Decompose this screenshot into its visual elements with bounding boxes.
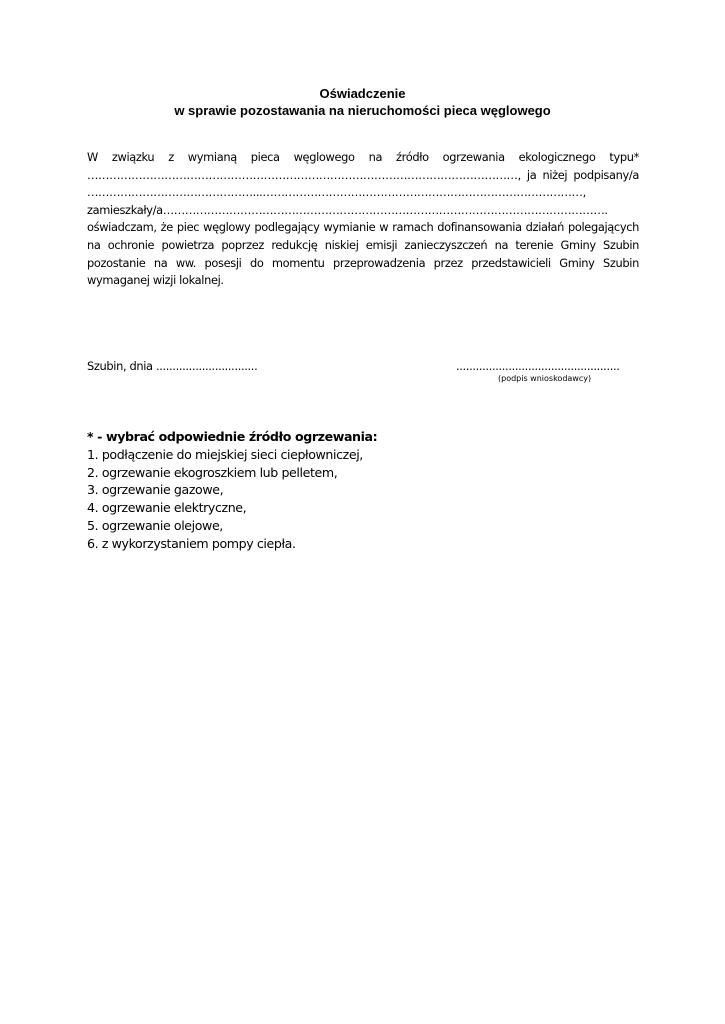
heating-options	[87, 428, 587, 553]
body-line-8: wymaganej wizji lokalnej.	[87, 273, 224, 288]
body-line-7: pozostanie na ww. posesji do momentu przeprowadzenia przez przedstawicieli Gminy Szubin	[87, 255, 639, 270]
option-item: 4. ogrzewanie elektryczne,	[87, 500, 247, 516]
option-item: 2. ogrzewanie ekogroszkiem lub pelletem,	[87, 464, 338, 480]
body-line-1: W związku z wymianą pieca węglowego na źródło ogrzewania ekologicznego typu*	[87, 150, 639, 164]
document-header	[0, 85, 725, 119]
document-subtitle: w sprawie pozostawania na nieruchomości pieca węglowego	[174, 103, 551, 118]
place-date-field: Szubin, dnia ...............................	[87, 359, 258, 373]
body-line-6: na ochronie powietrza poprzez redukcję niskiej emisji zanieczyszczeń na terenie Gminy Szubin	[87, 237, 639, 252]
option-item: 1. podłączenie do miejskiej sieci ciepłowniczej,	[87, 446, 363, 462]
options-heading: * - wybrać odpowiednie źródło ogrzewania:	[87, 429, 378, 444]
body-line-2: ………………………………………………………………………………………………………, ja niżej podpisany/a	[87, 167, 639, 182]
body-line-5: oświadczam, że piec węglowy podlegający wymianie w ramach dofinansowania działań polegających	[87, 220, 639, 235]
declaration-body	[87, 149, 639, 290]
option-item: 6. z wykorzystaniem pompy ciepła.	[87, 535, 296, 551]
signature-line: ..................................................	[456, 359, 620, 373]
body-line-3: ………………………………………...……………………………………………………………………………,	[87, 185, 586, 200]
option-item: 5. ogrzewanie olejowe,	[87, 517, 223, 533]
body-line-4: zamieszkały/a………………………………………………………………………………………………………….	[87, 202, 608, 217]
document-title: Oświadczenie	[319, 86, 406, 101]
signature-caption: (podpis wnioskodawcy)	[498, 374, 592, 383]
option-item: 3. ogrzewanie gazowe,	[87, 482, 224, 498]
